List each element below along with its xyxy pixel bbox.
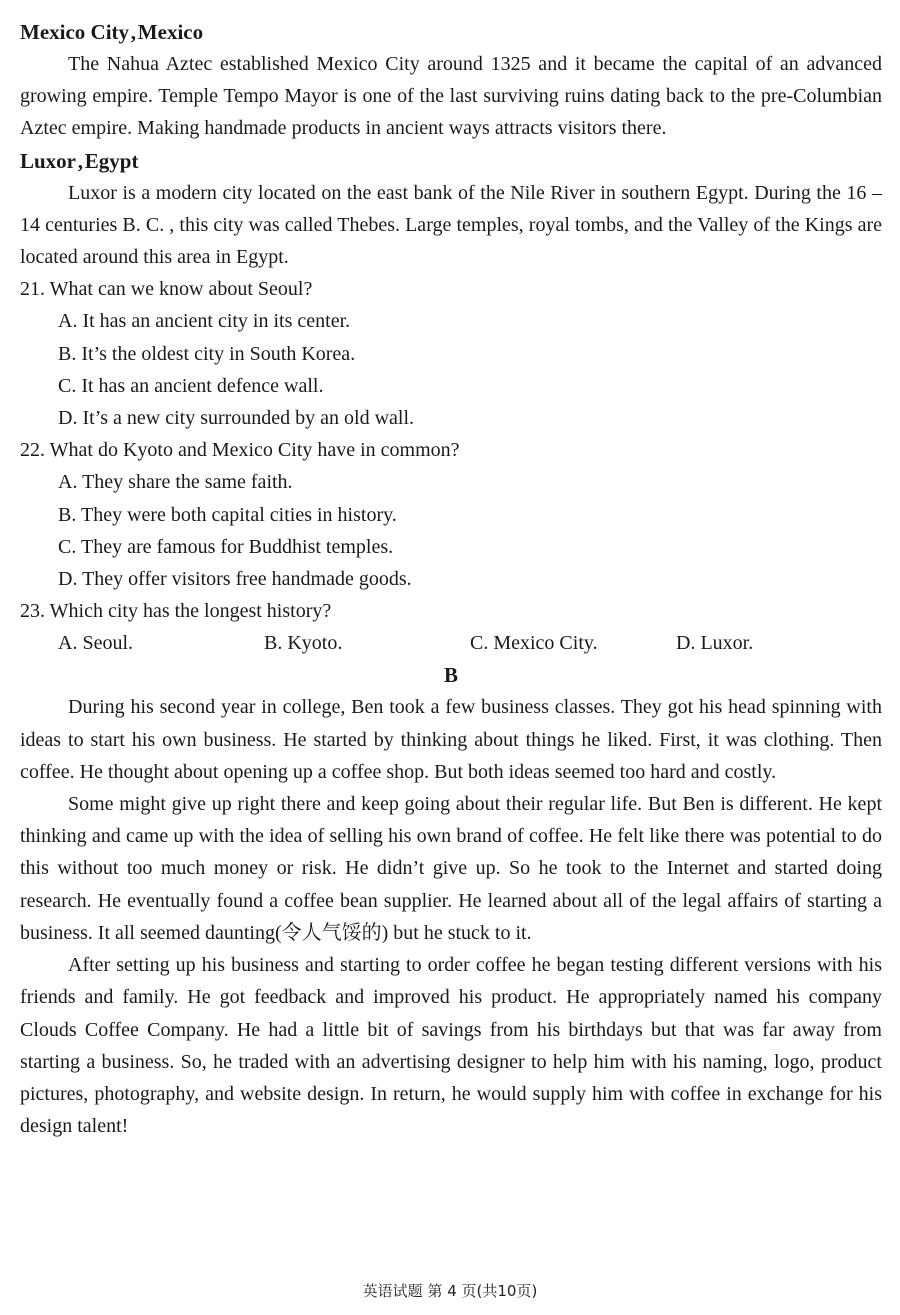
question-23-option-a: A. Seoul. <box>58 632 133 655</box>
question-22-option-c: C. They are famous for Buddhist temples. <box>58 535 394 558</box>
question-22-option-a: A. They share the same faith. <box>58 471 293 494</box>
passage-b-paragraph-3: After setting up his business and starting to order coffee he began testing different versions with his friends and family. He got feedback and improved his product. He appropriately named his company Clouds Coffee Company. He had a little bit of savings from his birthdays but that was far away from starting a business. So, he traded with an advertising designer to help him with his naming, logo, product pictures, photography, and website design. In return, he would supply him with coffee in exchange for his design talent! <box>20 954 882 1138</box>
question-21-stem: 21. What can we know about Seoul? <box>20 278 313 301</box>
question-22-option-b: B. They were both capital cities in history. <box>58 503 397 526</box>
exam-page <box>20 16 882 1142</box>
question-21-option-a: A. It has an ancient city in its center. <box>58 310 351 333</box>
mexico-heading: Mexico City , Mexico <box>20 20 204 44</box>
question-23-options <box>20 627 882 659</box>
question-21-option-c: C. It has an ancient defence wall. <box>58 374 324 397</box>
page-footer: 英语试题 第 4 页(共10页) <box>362 1282 538 1300</box>
passage-b-paragraph-1: During his second year in college, Ben took a few business classes. They got his head spinning with ideas to start his own business. He started by thinking about things he liked. First, it was clothing. Then coffee. He thought about opening up a coffee shop. But both ideas seemed too hard and costly. <box>20 696 882 783</box>
question-21-option-b: B. It’s the oldest city in South Korea. <box>58 342 356 365</box>
luxor-paragraph: Luxor is a modern city located on the east bank of the Nile River in southern Egypt. During the 16 – 14 centuries B. C. , this city was called Thebes. Large temples, royal tombs, and the Valley of the Kings are located around this area in Egypt. <box>20 181 882 269</box>
question-22-option-d: D. They offer visitors free handmade goods. <box>58 567 412 590</box>
passage-b-paragraph-2: Some might give up right there and keep going about their regular life. But Ben is different. He kept thinking and came up with the idea of selling his own brand of coffee. He felt like there was potential to do this without too much money or risk. He didn’t give up. So he took to the Internet and started doing research. He eventually found a coffee bean supplier. He learned about all of the legal affairs of starting a business. It all seemed daunting(令人气馁的) but he stuck to it. <box>20 793 882 944</box>
question-23-option-b: B. Kyoto. <box>264 632 343 655</box>
luxor-heading: Luxor , Egypt <box>20 148 139 173</box>
question-21-option-d: D. It’s a new city surrounded by an old wall. <box>58 406 415 429</box>
question-23-option-d: D. Luxor. <box>676 632 754 655</box>
question-22-stem: 22. What do Kyoto and Mexico City have in common? <box>20 439 460 462</box>
passage-b-title: B <box>443 663 458 688</box>
mexico-paragraph: The Nahua Aztec established Mexico City around 1325 and it became the capital of an advanced growing empire. Temple Tempo Mayor is one of the last surviving ruins dating back to the pre-Columbian Aztec empire. Making handmade products in ancient ways attracts visitors there. <box>20 53 882 140</box>
question-23-stem: 23. Which city has the longest history? <box>20 600 332 623</box>
question-23-option-c: C. Mexico City. <box>470 632 598 655</box>
